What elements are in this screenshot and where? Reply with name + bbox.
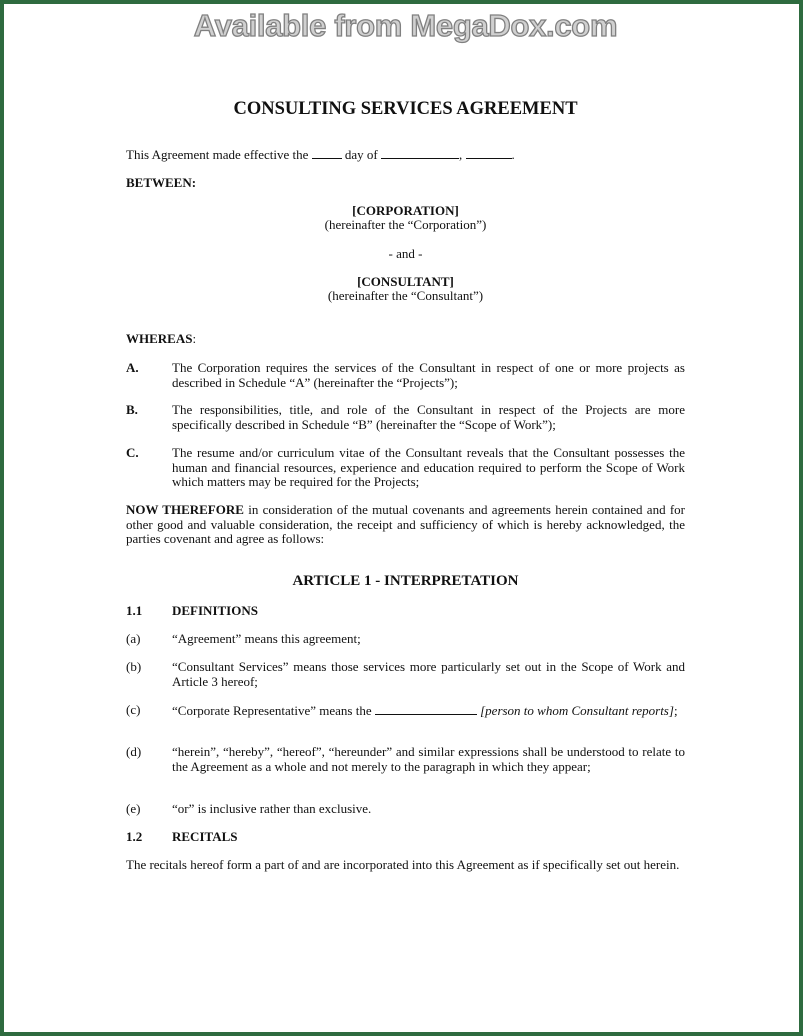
whereas-colon: :: [192, 331, 197, 346]
definition-text: “Consultant Services” means those services more particularly set out in the Scope of Work and Article 3 hereof;: [172, 659, 685, 689]
section-number: 1.1: [126, 603, 143, 618]
recital-text: The resume and/or curriculum vitae of the Consultant reveals that the Consultant possesses the human and financial resources, experience and education required to perform the Scope of Work which matters may be required for the Projects;: [172, 445, 685, 489]
section-title: RECITALS: [172, 829, 238, 844]
effective-comma: ,: [459, 147, 463, 162]
whereas-heading: [126, 332, 196, 347]
whereas-label: WHEREAS: [126, 331, 193, 346]
recital-letter: B.: [126, 402, 138, 417]
article-1-title: ARTICLE 1 - INTERPRETATION: [292, 573, 519, 589]
definition-label: (b): [126, 659, 142, 674]
recital-text: The Corporation requires the services of the Consultant in respect of one or more projects as described in Schedule “A” (hereinafter the “Projects”);: [172, 360, 685, 390]
party2-name: [CONSULTANT]: [357, 274, 454, 289]
definition-text: “Agreement” means this agreement;: [172, 631, 361, 646]
month-blank: [381, 147, 459, 159]
recital-letter: A.: [126, 360, 139, 375]
year-blank: [466, 147, 512, 159]
party1-alias: (hereinafter the “Corporation”): [324, 217, 487, 232]
now-therefore-paragraph: [126, 503, 685, 547]
effective-period: .: [511, 147, 515, 162]
party1-name: [CORPORATION]: [352, 203, 459, 218]
definition-label: (d): [126, 744, 142, 759]
now-therefore-bold: NOW THEREFORE: [126, 502, 244, 517]
recital-text: The responsibilities, title, and role of the Consultant in respect of the Projects are more specifically described in Schedule “B” (hereinafter the “Scope of Work”);: [172, 402, 685, 432]
section-number: 1.2: [126, 829, 143, 844]
document-title: CONSULTING SERVICES AGREEMENT: [233, 99, 578, 119]
day-blank: [312, 147, 342, 159]
definition-label: (c): [126, 702, 141, 717]
effective-prefix: This Agreement made effective the: [126, 147, 309, 162]
recitals-clause: The recitals hereof form a part of and are incorporated into this Agreement as if specifically set out herein.: [126, 857, 680, 872]
definition-label: (e): [126, 801, 141, 816]
representative-note: [person to whom Consultant reports]: [480, 703, 674, 718]
between-label: BETWEEN:: [126, 175, 197, 190]
recital-letter: C.: [126, 445, 139, 460]
effective-date-line: [126, 147, 515, 163]
and-separator: - and -: [388, 246, 423, 261]
definition-text-after: ;: [673, 703, 678, 718]
definition-text: “or” is inclusive rather than exclusive.: [172, 801, 372, 816]
definition-label: (a): [126, 631, 141, 646]
representative-blank: [375, 703, 477, 715]
effective-day-of: day of: [344, 147, 378, 162]
watermark: Available from MegaDox.com: [193, 8, 618, 43]
section-title: DEFINITIONS: [172, 603, 258, 618]
definition-text: “herein”, “hereby”, “hereof”, “hereunder” and similar expressions shall be understood to relate to the Agreement as a whole and not merely to the paragraph in which they appear;: [172, 744, 685, 774]
definition-text-before: “Corporate Representative” means the: [172, 703, 372, 718]
party2-alias: (hereinafter the “Consultant”): [327, 288, 484, 303]
now-therefore-text: in consideration of the mutual covenants and agreements herein contained and for other good and valuable consideration, the receipt and sufficiency of which is hereby acknowledged, the parties covenant and agree as follows:: [126, 502, 686, 546]
definition-text: [172, 703, 685, 719]
